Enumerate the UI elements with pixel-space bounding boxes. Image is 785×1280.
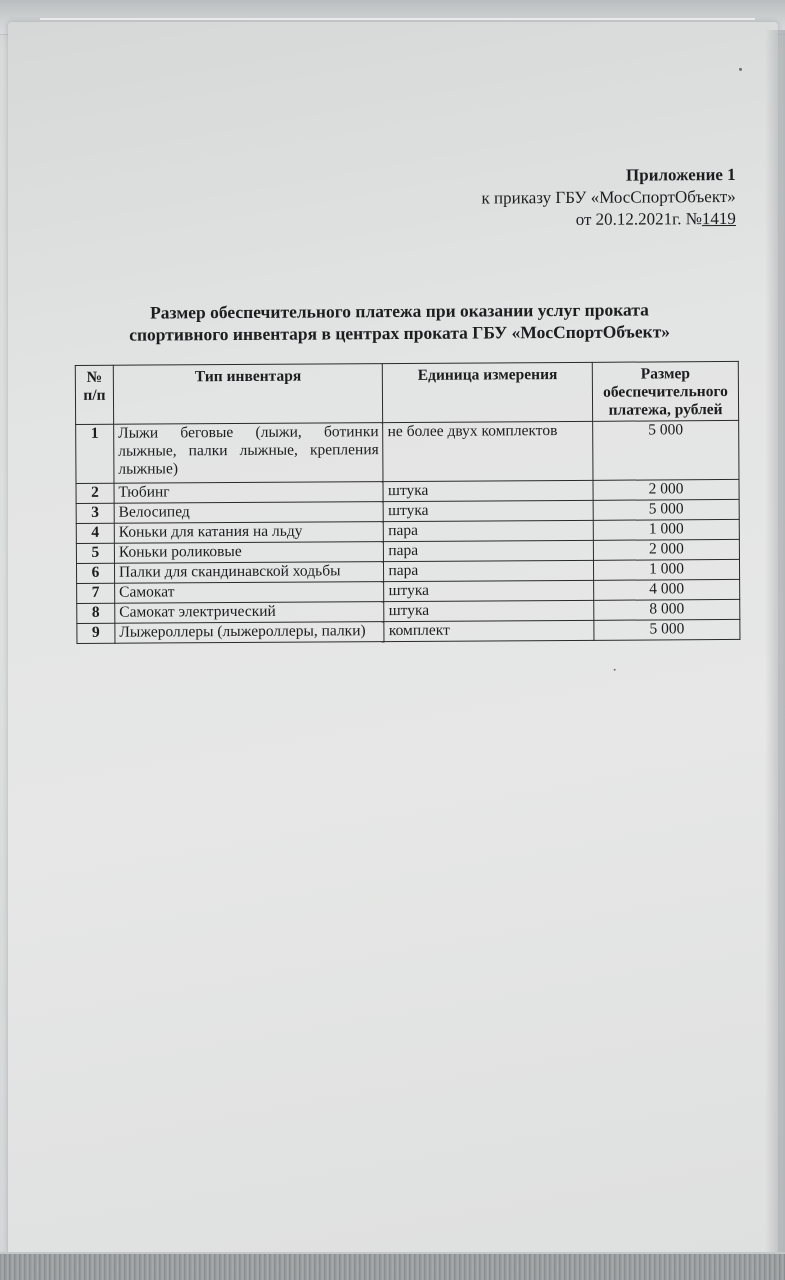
paper-speck	[739, 68, 742, 71]
row-unit: штука	[384, 500, 594, 521]
row-amount: 2 000	[593, 539, 739, 560]
appendix-header	[316, 164, 736, 233]
row-type: Коньки роликовые	[114, 542, 384, 564]
plastic-sleeve-bottom	[0, 1252, 785, 1280]
row-number: 7	[77, 583, 115, 603]
appendix-title: Приложение 1	[625, 164, 736, 185]
row-number: 2	[76, 483, 114, 503]
row-amount: 5 000	[593, 499, 739, 520]
row-type: Тюбинг	[114, 482, 384, 504]
row-unit: штука	[384, 600, 594, 621]
header-amount-line-1: Размер	[640, 365, 691, 383]
row-amount: 5 000	[593, 420, 739, 480]
table-row	[77, 619, 740, 643]
document-title	[79, 298, 719, 346]
table-header-row	[75, 361, 738, 424]
row-unit: штука	[384, 580, 594, 601]
row-unit: пара	[384, 520, 594, 541]
header-number-line-2: п/п	[83, 386, 106, 404]
row-amount: 1 000	[593, 519, 739, 540]
row-amount: 5 000	[594, 619, 740, 640]
row-type: Коньки для катания на льду	[114, 522, 384, 544]
rates-table	[75, 361, 741, 644]
row-type: Самокат электрический	[115, 602, 385, 624]
row-amount: 2 000	[593, 479, 739, 500]
header-number	[75, 365, 113, 424]
row-amount: 1 000	[593, 559, 739, 580]
row-amount: 4 000	[594, 579, 740, 600]
row-type: Велосипед	[114, 502, 384, 524]
header-unit: Единица измерения	[383, 362, 593, 422]
table-row	[76, 420, 739, 483]
row-unit: штука	[383, 480, 593, 501]
header-number-line-1: №	[86, 368, 103, 386]
row-amount: 8 000	[594, 599, 740, 620]
row-number: 5	[76, 543, 114, 563]
row-number: 8	[77, 603, 115, 623]
row-number: 9	[77, 623, 115, 643]
row-unit: пара	[384, 540, 594, 561]
title-line-1: Размер обеспечительного платежа при оказании услуг проката	[149, 299, 649, 323]
row-number: 3	[76, 503, 114, 523]
header-amount	[592, 361, 738, 421]
row-unit: комплект	[384, 620, 594, 641]
paper-speck	[614, 669, 616, 671]
header-type: Тип инвентаря	[113, 364, 383, 425]
header-amount-line-2: обеспечительного	[602, 382, 728, 401]
header-amount-line-3: платежа, рублей	[608, 401, 723, 419]
row-type: Самокат	[115, 582, 385, 604]
title-line-2: спортивного инвентаря в центрах проката ГБУ «МосСпортОбъект»	[129, 321, 671, 345]
row-unit: не более двух комплектов	[383, 421, 593, 481]
row-number: 1	[76, 424, 114, 483]
row-number: 4	[76, 523, 114, 543]
row-unit: пара	[384, 560, 594, 581]
row-type: Лыжероллеры (лыжероллеры, палки)	[115, 622, 385, 644]
row-type: Лыжи беговые (лыжи, ботинки лыжные, палки лыжные, крепления лыжные)	[114, 423, 384, 484]
row-number: 6	[76, 563, 114, 583]
order-date: от 20.12.2021г. №	[575, 209, 702, 229]
row-type: Палки для скандинавской ходьбы	[114, 562, 384, 584]
order-number: 1419	[701, 208, 736, 229]
order-reference: к приказу ГБУ «МосСпортОбъект»	[481, 186, 736, 208]
order-date-line	[316, 208, 736, 233]
